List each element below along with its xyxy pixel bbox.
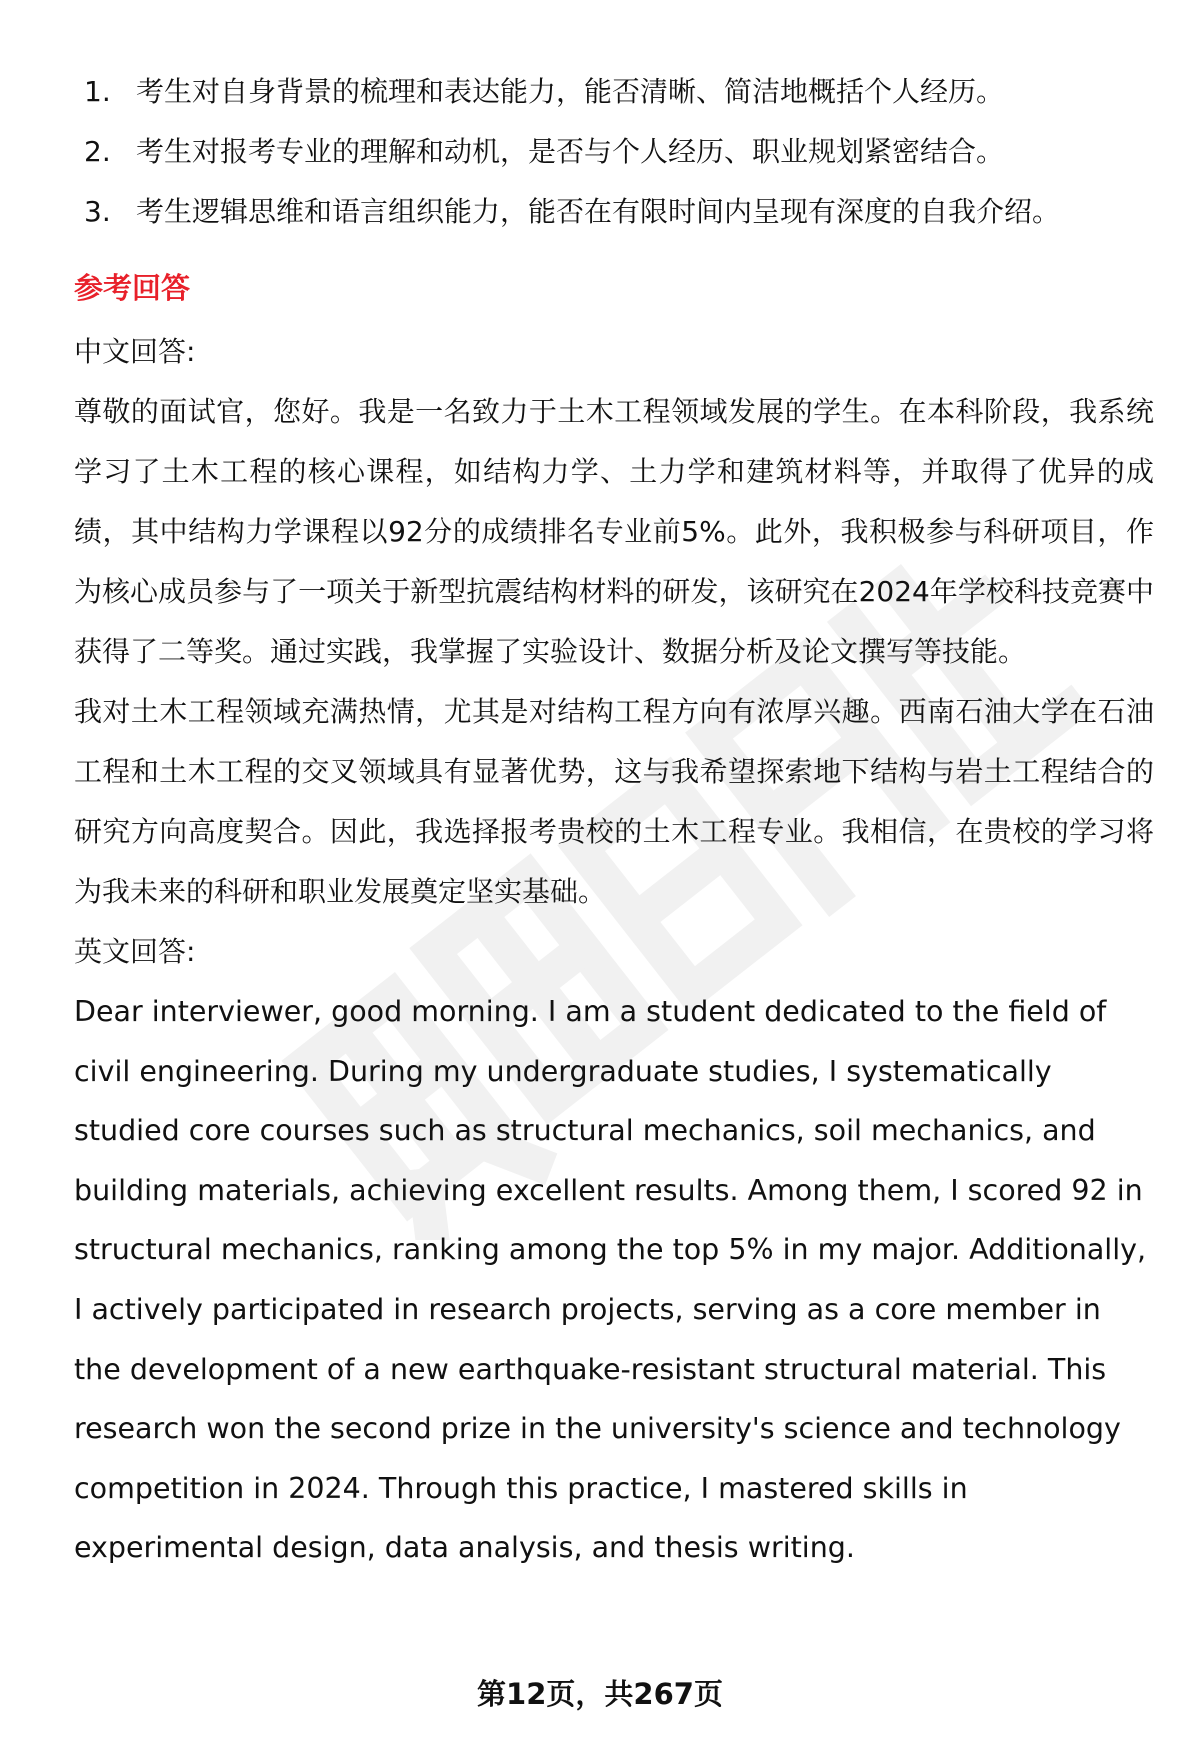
chinese-answer-paragraph: 尊敬的面试官，您好。我是一名致力于土木工程领域发展的学生。在本科阶段，我系统学习了土木工程的核心课程，如结构力学、土力学和建筑材料等，并取得了优异的成绩，其中结构力学课程以92分的成绩排名专业前5%。此外，我积极参与科研项目，作为核心成员参与了一项关于新型抗震结构材料的研发，该研究在2024年学校科技竞赛中获得了二等奖。通过实践，我掌握了实验设计、数据分析及论文撰写等技能。	[74, 395, 1154, 668]
criteria-text: 考生逻辑思维和语言组织能力，能否在有限时间内呈现有深度的自我介绍。	[136, 195, 1061, 228]
criteria-text: 考生对报考专业的理解和动机，是否与个人经历、职业规划紧密结合。	[136, 135, 1005, 168]
criteria-number: 3.	[84, 195, 111, 228]
reference-answer-heading: 参考回答	[74, 271, 191, 305]
chinese-answer-label: 中文回答:	[74, 335, 196, 368]
criteria-item	[74, 182, 1154, 242]
english-answer-label: 英文回答:	[74, 935, 196, 968]
english-answer-paragraph: Dear interviewer, good morning. I am a student dedicated to the field of civil engineering. During my undergraduate studies, I systematically studied core courses such as structural mechanics, soil mechanics, and building materials, achieving excellent results. Among them, I scored 92 in structural mechanics, ranking among the top 5% in my major. Additionally, I actively participated in research projects, serving as a core member in the development of a new earthquake-resistant structural material. This research won the second prize in the university's science and technology competition in 2024. Through this practice, I mastered skills in experimental design, data analysis, and thesis writing.	[74, 995, 1147, 1565]
criteria-list	[74, 62, 1154, 242]
page-number: 第12页，共267页	[477, 1677, 723, 1711]
criteria-item	[74, 62, 1154, 122]
criteria-item	[74, 122, 1154, 182]
criteria-number: 2.	[84, 135, 111, 168]
chinese-answer-paragraph: 我对土木工程领域充满热情，尤其是对结构工程方向有浓厚兴趣。西南石油大学在石油工程和土木工程的交叉领域具有显著优势，这与我希望探索地下结构与岩土工程结合的研究方向高度契合。因此，我选择报考贵校的土木工程专业。我相信，在贵校的学习将为我未来的科研和职业发展奠定坚实基础。	[74, 695, 1154, 908]
criteria-text: 考生对自身背景的梳理和表达能力，能否清晰、简洁地概括个人经历。	[136, 75, 1005, 108]
criteria-number: 1.	[84, 75, 111, 108]
page-content	[74, 62, 1154, 1578]
